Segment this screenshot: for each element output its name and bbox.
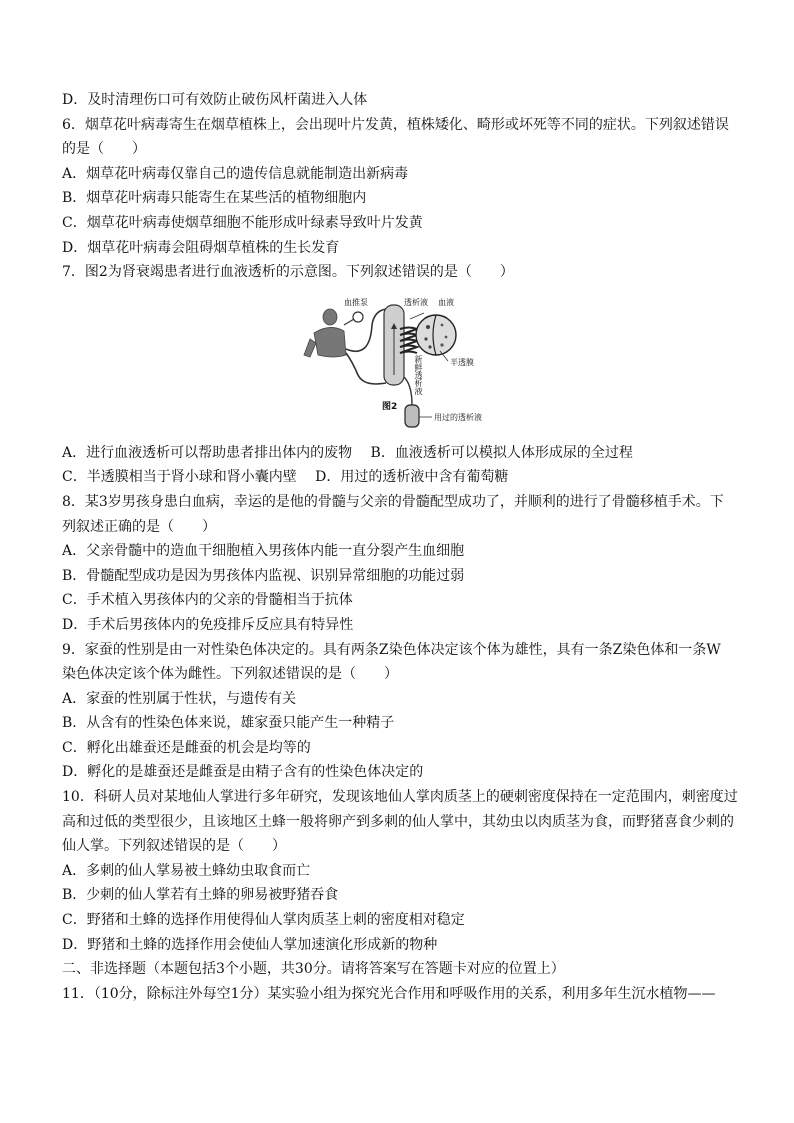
option-a: A．烟草花叶病毒仅靠自己的遗传信息就能制造出新病毒 xyxy=(62,165,409,182)
label-membrane: 半透膜 xyxy=(450,357,474,367)
option-b: B．骨髓配型成功是因为男孩体内监视、识别异常细胞的功能过弱 xyxy=(62,567,465,584)
exam-page xyxy=(62,88,742,1006)
text-block-bottom xyxy=(62,441,742,1007)
drain-tube xyxy=(404,377,412,405)
question-9: 9．家蚕的性别是由一对性染色体决定的。具有两条Z染色体决定该个体为雄性，具有一条Z染色体和一条W xyxy=(62,641,721,658)
option-a: A．多刺的仙人掌易被土蜂幼虫取食而亡 xyxy=(62,862,311,879)
label-used-dialysate: 用过的透析液 xyxy=(434,412,482,422)
option-c: C．手术植入男孩体内的父亲的骨髓相当于抗体 xyxy=(62,592,353,609)
options-7-ab: A．进行血液透析可以帮助患者排出体内的废物 B．血液透析可以模拟人体形成尿的全过程 xyxy=(62,444,633,461)
hemodialysis-diagram xyxy=(300,295,560,435)
hemodialysis-figure xyxy=(300,295,560,435)
label-blood: 血液 xyxy=(438,297,454,307)
text-line: 列叙述正确的是（ ） xyxy=(62,518,216,535)
question-11: 11．（10分，除标注外每空1分）某实验小组为探究光合作用和呼吸作用的关系，利用多年生沉水植物—— xyxy=(62,985,716,1002)
question-8: 8．某3岁男孩身患白血病，幸运的是他的骨髓与父亲的骨髓配型成功了，并顺利的进行了骨髓移植手术。下 xyxy=(62,493,724,510)
option-b: B．烟草花叶病毒只能寄生在某些活的植物细胞内 xyxy=(62,190,367,207)
text-line: 的是（ ） xyxy=(62,141,146,158)
options-7-cd: C．半透膜相当于肾小球和肾小囊内壁 D．用过的透析液中含有葡萄糖 xyxy=(62,469,509,486)
label-blood-pump: 血推泵 xyxy=(344,297,368,307)
used-dialysate-bottle xyxy=(405,405,432,427)
option-c: C．野猪和土蜂的选择作用使得仙人掌肉质茎上刺的密度相对稳定 xyxy=(62,912,465,929)
magnified-membrane xyxy=(410,313,456,361)
option-d: D．孵化的是雄蚕还是雌蚕是由精子含有的性染色体决定的 xyxy=(62,764,424,781)
option-a: A．父亲骨髓中的造血干细胞植入男孩体内能一直分裂产生血细胞 xyxy=(62,543,465,560)
blood-pump-icon xyxy=(344,312,363,325)
patient-silhouette xyxy=(304,309,346,357)
option-a: A．家蚕的性别属于性状，与遗传有关 xyxy=(62,690,297,707)
option-b: B．从含有的性染色体来说，雄家蚕只能产生一种精子 xyxy=(62,715,395,732)
option-d: D．烟草花叶病毒会阻碍烟草植株的生长发育 xyxy=(62,239,340,256)
label-fresh-dialysate: 新鲜透析液 xyxy=(414,354,423,395)
figure-caption: 图2 xyxy=(382,401,398,412)
option-d: D．野猪和土蜂的选择作用会使仙人掌加速演化形成新的物种 xyxy=(62,936,438,953)
text-line: 染色体决定该个体为雌性。下列叙述错误的是（ ） xyxy=(62,666,398,683)
dialyzer-column xyxy=(384,305,404,385)
text-line: 仙人掌。下列叙述错误的是（ ） xyxy=(62,838,286,855)
question-10: 10．科研人员对某地仙人掌进行多年研究，发现该地仙人掌肉质茎上的硬刺密度保持在一定范围内，刺密度过 xyxy=(62,789,738,806)
label-dialysate: 透析液 xyxy=(404,297,428,307)
text-line: 高和过低的类型很少，且该地区土蜂一般将卵产到多刺的仙人掌中，其幼虫以肉质茎为食，而野猪喜食少刺的 xyxy=(62,813,734,830)
option-c: C．烟草花叶病毒使烟草细胞不能形成叶绿素导致叶片发黄 xyxy=(62,214,423,231)
option-c: C．孵化出雄蚕还是雌蚕的机会是均等的 xyxy=(62,739,311,756)
option-d: D．手术后男孩体内的免疫排斥反应具有特异性 xyxy=(62,616,354,633)
option-b: B．少刺的仙人掌若有土蜂的卵易被野猪吞食 xyxy=(62,887,339,904)
section-heading: 二、非选择题（本题包括3个小题，共30分。请将答案写在答题卡对应的位置上） xyxy=(62,961,565,978)
text-line: D．及时清理伤口可有效防止破伤风杆菌进入人体 xyxy=(62,92,368,108)
question-6: 6．烟草花叶病毒寄生在烟草植株上，会出现叶片发黄，植株矮化、畸形或坏死等不同的症状。下列叙述错误 xyxy=(62,116,729,133)
question-7: 7．图2为肾衰竭患者进行血液透析的示意图。下列叙述错误的是（ ） xyxy=(62,264,514,281)
text-block-top xyxy=(62,88,742,285)
